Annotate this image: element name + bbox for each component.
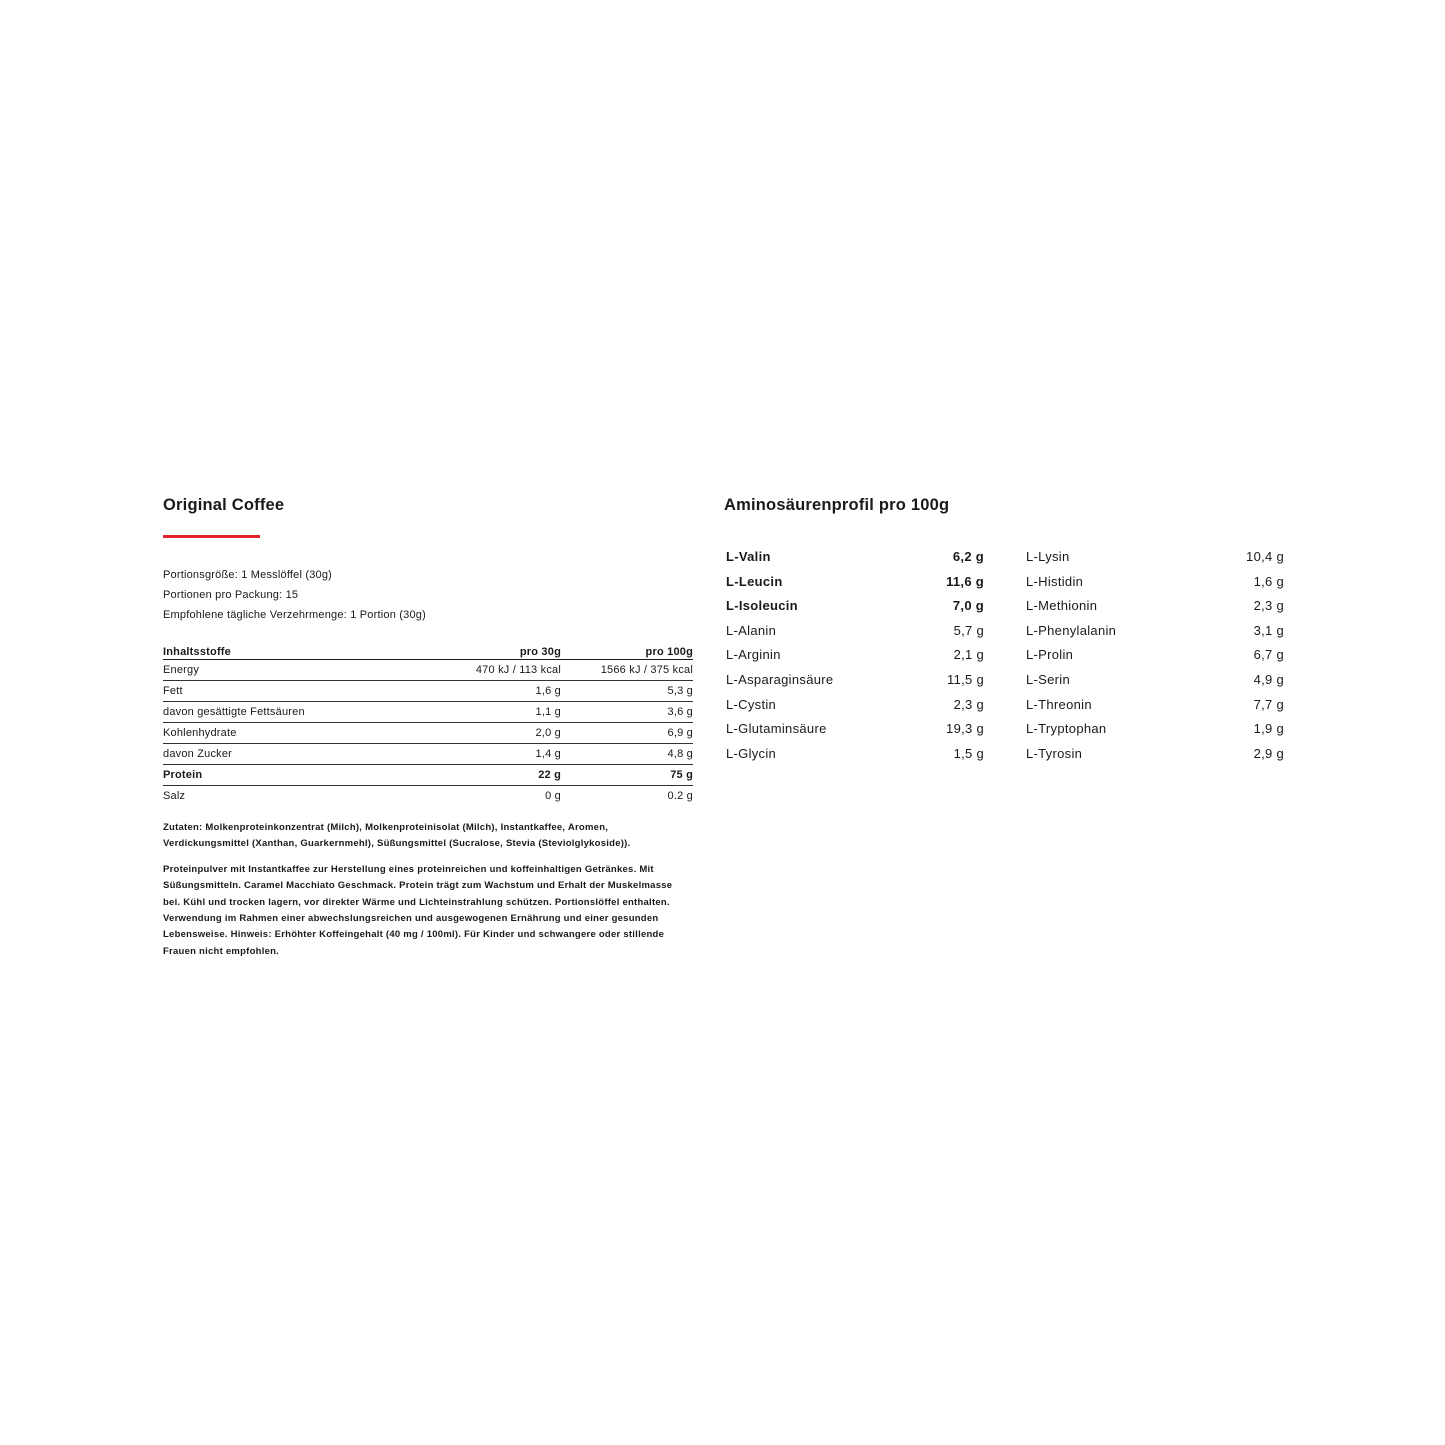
amino-value: 19,3 g	[946, 721, 984, 737]
list-item	[1026, 742, 1284, 767]
amino-value: 4,9 g	[1253, 671, 1284, 687]
list-item	[726, 545, 984, 570]
table-row	[163, 702, 693, 723]
nutrient-name: Kohlenhydrate	[163, 723, 401, 744]
list-item	[1026, 619, 1284, 644]
nutrient-name: Energy	[163, 660, 401, 681]
table-row	[163, 681, 693, 702]
amino-value: 6,7 g	[1253, 647, 1284, 663]
list-item	[726, 594, 984, 619]
list-item	[1026, 545, 1284, 570]
nutrient-name: davon Zucker	[163, 744, 401, 765]
header-per-30g: pro 30g	[401, 638, 561, 660]
nutrient-name: Fett	[163, 681, 401, 702]
amino-value: 1,5 g	[953, 745, 984, 761]
amino-name: L-Arginin	[726, 647, 781, 663]
nutrient-per-100g: 6,9 g	[561, 723, 693, 744]
list-item	[726, 619, 984, 644]
amino-name: L-Prolin	[1026, 647, 1074, 663]
product-description: Proteinpulver mit Instantkaffee zur Herstellung eines proteinreichen und koffeinhaltigen Getränkes. Mit Süßungsmitteln. Caramel Macchiato Geschmack. Protein trägt zum Wachstum und Erhalt der Muskelmasse bei. Kühl und trocken lagern, vor direkter Wärme und Lichteinstrahlung schützen. Portionslöffel enthalten. Verwendung im Rahmen einer abwechslungsreichen und ausgewogenen Ernährung und einer gesunden Lebensweise. Hinweis: Erhöhter Koffeingehalt (40 mg / 100ml). Für Kinder und schwangere oder stillende Frauen nicht empfohlen.	[163, 864, 673, 957]
list-item	[726, 717, 984, 742]
serving-info	[163, 565, 693, 625]
nutrient-per-30g: 2,0 g	[401, 723, 561, 744]
amino-name: L-Glycin	[726, 745, 777, 761]
list-item	[1026, 594, 1284, 619]
nutrient-name: davon gesättigte Fettsäuren	[163, 702, 401, 723]
amino-name: L-Leucin	[726, 573, 783, 589]
header-per-100g: pro 100g	[561, 638, 693, 660]
nutrient-per-30g: 0 g	[545, 790, 561, 802]
list-item	[726, 643, 984, 668]
table-row	[163, 786, 693, 807]
nutrient-name: Protein	[163, 765, 401, 786]
amino-grid	[724, 545, 1284, 766]
header-ingredients: Inhaltsstoffe	[163, 638, 401, 660]
product-title: Original Coffee	[163, 496, 285, 514]
accent-divider	[163, 535, 260, 538]
table-row	[163, 765, 693, 786]
nutrient-per-30g: 1,1 g	[401, 702, 561, 723]
list-item	[1026, 668, 1284, 693]
amino-value: 7,0 g	[952, 598, 984, 614]
amino-value: 7,7 g	[1253, 696, 1284, 712]
amino-name: L-Histidin	[1026, 573, 1084, 589]
table-row	[163, 723, 693, 744]
amino-name: L-Tryptophan	[1026, 721, 1107, 737]
list-item	[1026, 717, 1284, 742]
nutrient-per-30g: 1,6 g	[401, 681, 561, 702]
amino-value: 1,9 g	[1253, 721, 1284, 737]
amino-name: L-Valin	[726, 549, 771, 564]
servings-per-pack: Portionen pro Packung: 15	[163, 589, 299, 601]
amino-name: L-Phenylalanin	[1026, 622, 1117, 638]
amino-name: L-Alanin	[726, 622, 777, 638]
nutrient-per-100g: 1566 kJ / 375 kcal	[561, 660, 693, 681]
amino-title: Aminosäurenprofil pro 100g	[724, 496, 950, 514]
amino-name: L-Asparaginsäure	[726, 671, 834, 687]
amino-value: 11,5 g	[947, 671, 984, 687]
recommended-intake: Empfohlene tägliche Verzehrmenge: 1 Portion (30g)	[163, 609, 426, 621]
serving-size: Portionsgröße: 1 Messlöffel (30g)	[163, 569, 333, 581]
amino-name: L-Threonin	[1026, 696, 1092, 712]
nutrient-per-30g: 470 kJ / 113 kcal	[401, 660, 561, 681]
amino-value: 2,3 g	[1253, 598, 1284, 614]
nutrition-panel	[163, 494, 693, 969]
list-item	[1026, 643, 1284, 668]
amino-value: 2,1 g	[953, 647, 984, 663]
amino-name: L-Glutaminsäure	[726, 721, 827, 737]
nutrient-per-100g: 5,3 g	[561, 681, 693, 702]
list-item	[726, 668, 984, 693]
amino-name: L-Cystin	[726, 696, 777, 712]
amino-value: 3,1 g	[1253, 622, 1284, 638]
list-item	[726, 693, 984, 718]
amino-name: L-Tyrosin	[1026, 745, 1083, 761]
amino-column-right	[1026, 545, 1284, 766]
amino-name: L-Isoleucin	[726, 598, 798, 614]
list-item	[1026, 693, 1284, 718]
amino-value: 11,6 g	[946, 573, 984, 589]
amino-value: 6,2 g	[952, 549, 984, 564]
nutrient-name: Salz	[163, 790, 186, 802]
nutrient-per-100g: 3,6 g	[561, 702, 693, 723]
amino-name: L-Serin	[1026, 671, 1071, 687]
nutrient-per-30g: 1,4 g	[401, 744, 561, 765]
amino-acid-panel	[724, 494, 1284, 766]
amino-value: 5,7 g	[953, 622, 984, 638]
list-item	[1026, 570, 1284, 595]
nutrient-per-100g: 4,8 g	[561, 744, 693, 765]
nutrient-per-100g: 75 g	[561, 765, 693, 786]
nutrition-header-row	[163, 638, 693, 660]
nutrient-per-100g: 0.2 g	[667, 790, 693, 802]
amino-value: 2,9 g	[1253, 745, 1284, 761]
amino-value: 10,4 g	[1246, 549, 1284, 564]
list-item	[726, 742, 984, 767]
amino-value: 1,6 g	[1253, 573, 1284, 589]
amino-value: 2,3 g	[953, 696, 984, 712]
nutrient-per-30g: 22 g	[401, 765, 561, 786]
list-item	[726, 570, 984, 595]
amino-name: L-Lysin	[1026, 549, 1070, 564]
ingredients-text: Zutaten: Molkenproteinkonzentrat (Milch), Molkenproteinisolat (Milch), Instantkaffee, Aromen, Verdickungsmittel (Xanthan, Guarkernmehl), Süßungsmittel (Sucralose, Stevia (Steviolglykoside)).	[163, 822, 631, 850]
amino-name: L-Methionin	[1026, 598, 1098, 614]
table-row	[163, 744, 693, 765]
nutrition-table	[163, 638, 693, 806]
table-row	[163, 660, 693, 681]
amino-column-left	[726, 545, 984, 766]
